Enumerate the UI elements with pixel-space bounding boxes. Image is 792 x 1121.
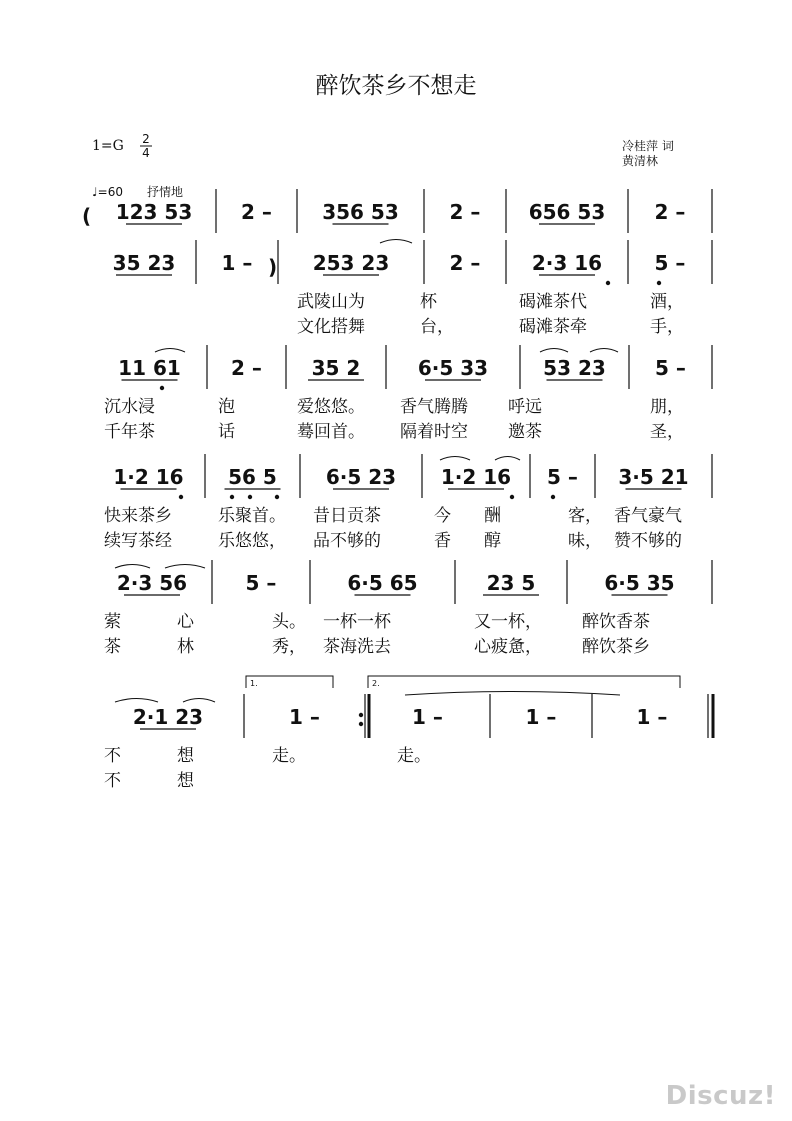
measure-notes: 253 23 xyxy=(312,251,390,275)
lyric-line-2: 茶 xyxy=(104,637,121,657)
slur xyxy=(115,565,150,569)
measure-notes: 6·5 33 xyxy=(417,356,489,380)
lyric-line-1: 香气豪气 xyxy=(614,506,682,526)
slur xyxy=(440,457,470,461)
lyric-line-2: 碣滩茶牵 xyxy=(519,317,587,337)
lyric-line-2: 茶海洗去 xyxy=(323,637,391,657)
lyric-line-2: 台， xyxy=(420,317,454,337)
lyric-line-1: 走。 xyxy=(397,746,431,766)
expression-mark: 抒情地 xyxy=(147,185,184,199)
lyric-line-1: 萦 xyxy=(104,612,121,632)
lyric-line-1: 醉饮香茶 xyxy=(582,612,650,632)
lyric-line-2: 想 xyxy=(177,771,194,791)
measure-notes: 1 – xyxy=(636,705,668,729)
lyric-line-2: 邀茶 xyxy=(508,422,542,442)
lyric-line-2: 续写茶经 xyxy=(104,531,172,551)
measure-notes: 5 – xyxy=(654,251,686,275)
lyric-line-1: 爱悠悠。 xyxy=(297,397,365,417)
measure-notes: 2 – xyxy=(449,251,481,275)
lyric-line-1: 杯 xyxy=(420,292,437,312)
measure-notes: 123 53 xyxy=(115,200,193,224)
measure-notes: 2 – xyxy=(449,200,481,224)
key-signature: 1=G xyxy=(92,138,124,154)
measure-notes: 2·3 56 xyxy=(116,571,188,595)
measure-notes: 53 23 xyxy=(543,356,606,380)
slur xyxy=(155,349,185,353)
low-octave-dot xyxy=(551,495,555,499)
volta-2-label: 2. xyxy=(372,679,380,688)
lyric-line-2: 赞不够的 xyxy=(614,531,682,551)
measure-notes: 1·2 16 xyxy=(113,465,184,489)
lyric-line-2: 手， xyxy=(650,317,684,337)
lyric-line-2: 味， xyxy=(568,531,602,551)
lyricist-credit: 冷桂萍 词 xyxy=(622,139,674,153)
lyric-line-1: 碣滩茶代 xyxy=(519,292,587,312)
low-octave-dot xyxy=(275,495,279,499)
song-title: 醉饮茶乡不想走 xyxy=(315,73,477,99)
lyric-line-1: 香气腾腾 xyxy=(400,397,468,417)
lyric-line-1: 酒， xyxy=(650,292,684,312)
lyric-line-2: 林 xyxy=(177,637,194,657)
measure-notes: 11 61 xyxy=(118,356,181,380)
slur xyxy=(115,699,158,703)
lyric-line-1: 昔日贡茶 xyxy=(313,506,381,526)
low-octave-dot xyxy=(179,495,183,499)
slur xyxy=(165,565,205,569)
lyric-line-2: 乐悠悠， xyxy=(218,531,286,551)
lyric-line-2: 不 xyxy=(104,771,121,791)
measure-notes: 1 – xyxy=(289,705,320,729)
lyric-line-1: 沉水浸 xyxy=(104,397,155,417)
watermark-logo: Discuz! xyxy=(665,1081,776,1111)
measure-notes: 3·5 21 xyxy=(618,465,689,489)
lyric-line-2: 圣， xyxy=(650,422,684,442)
time-signature-bottom: 4 xyxy=(142,146,150,160)
measure-notes: 6·5 23 xyxy=(325,465,397,489)
repeat-parenthesis: ( xyxy=(82,204,92,228)
lyric-line-1: 走。 xyxy=(272,746,306,766)
lyric-line-2: 香 xyxy=(434,531,451,551)
measure-notes: 2 – xyxy=(654,200,686,224)
measure-notes: 23 5 xyxy=(486,571,536,595)
volta-1-label: 1. xyxy=(250,679,258,688)
tie xyxy=(405,692,620,696)
lyric-line-1: 呼远 xyxy=(508,397,542,417)
low-octave-dot xyxy=(160,386,164,390)
lyric-line-2: 心疲惫， xyxy=(474,637,542,657)
low-octave-dot xyxy=(510,495,514,499)
measure-notes: 2 – xyxy=(231,356,262,380)
volta-1-bracket xyxy=(246,676,333,688)
measure-notes: 1 – xyxy=(221,251,253,275)
measure-notes: 1 – xyxy=(525,705,557,729)
measure-notes: 1 – xyxy=(412,705,443,729)
measure-notes: 2·1 23 xyxy=(132,705,204,729)
lyric-line-1: 朋， xyxy=(650,397,684,417)
lyric-line-1: 不 xyxy=(104,746,121,766)
lyric-line-1: 乐聚首。 xyxy=(218,506,286,526)
low-octave-dot xyxy=(248,495,252,499)
slur xyxy=(380,240,412,244)
low-octave-dot xyxy=(606,281,610,285)
lyric-line-1: 今 xyxy=(434,506,451,526)
repeat-dot xyxy=(359,722,363,726)
measure-notes: 356 53 xyxy=(322,200,399,224)
measure-notes: 35 23 xyxy=(112,251,176,275)
lyric-line-1: 泡 xyxy=(218,397,235,417)
measure-notes: 6·5 35 xyxy=(604,571,675,595)
measure-notes: 2·3 16 xyxy=(531,251,603,275)
lyric-line-2: 话 xyxy=(218,422,235,442)
time-signature-top: 2 xyxy=(142,132,150,146)
lyric-line-1: 一杯一杯 xyxy=(323,612,391,632)
repeat-dot xyxy=(359,713,363,717)
lyric-line-1: 酬 xyxy=(484,506,501,526)
measure-notes: 5 – xyxy=(655,356,686,380)
lyric-line-2: 品不够的 xyxy=(313,531,381,551)
lyric-line-2: 千年茶 xyxy=(104,422,155,442)
measure-notes: 5 – xyxy=(547,465,578,489)
lyric-line-2: 文化搭舞 xyxy=(297,317,365,337)
measure-notes: 656 53 xyxy=(528,200,606,224)
slur xyxy=(540,349,568,353)
lyric-line-2: 醉饮茶乡 xyxy=(582,637,650,657)
composer-credit: 黄清林 xyxy=(622,154,659,168)
repeat-parenthesis: ) xyxy=(268,255,278,279)
lyric-line-1: 心 xyxy=(177,612,194,632)
lyric-line-1: 想 xyxy=(177,746,194,766)
measure-notes: 6·5 65 xyxy=(347,571,418,595)
slur xyxy=(590,349,618,353)
slur xyxy=(495,457,520,461)
measure-notes: 5 – xyxy=(245,571,277,595)
lyric-line-2: 醇 xyxy=(484,531,501,551)
slur xyxy=(183,699,215,703)
lyric-line-1: 快来茶乡 xyxy=(104,506,172,526)
measure-notes: 2 – xyxy=(241,200,272,224)
low-octave-dot xyxy=(230,495,234,499)
lyric-line-2: 秀， xyxy=(272,637,306,657)
lyric-line-1: 又一杯， xyxy=(474,612,542,632)
measure-notes: 35 2 xyxy=(311,356,361,380)
tempo-mark: ♩=60 xyxy=(92,185,123,199)
volta-2-bracket xyxy=(368,676,680,688)
lyric-line-2: 蓦回首。 xyxy=(297,422,365,442)
lyric-line-2: 隔着时空 xyxy=(400,422,468,442)
low-octave-dot xyxy=(657,281,661,285)
lyric-line-1: 武陵山为 xyxy=(297,292,365,312)
lyric-line-1: 头。 xyxy=(272,612,306,632)
lyric-line-1: 客， xyxy=(568,506,602,526)
measure-notes: 56 5 xyxy=(228,465,277,489)
measure-notes: 1·2 16 xyxy=(440,465,512,489)
